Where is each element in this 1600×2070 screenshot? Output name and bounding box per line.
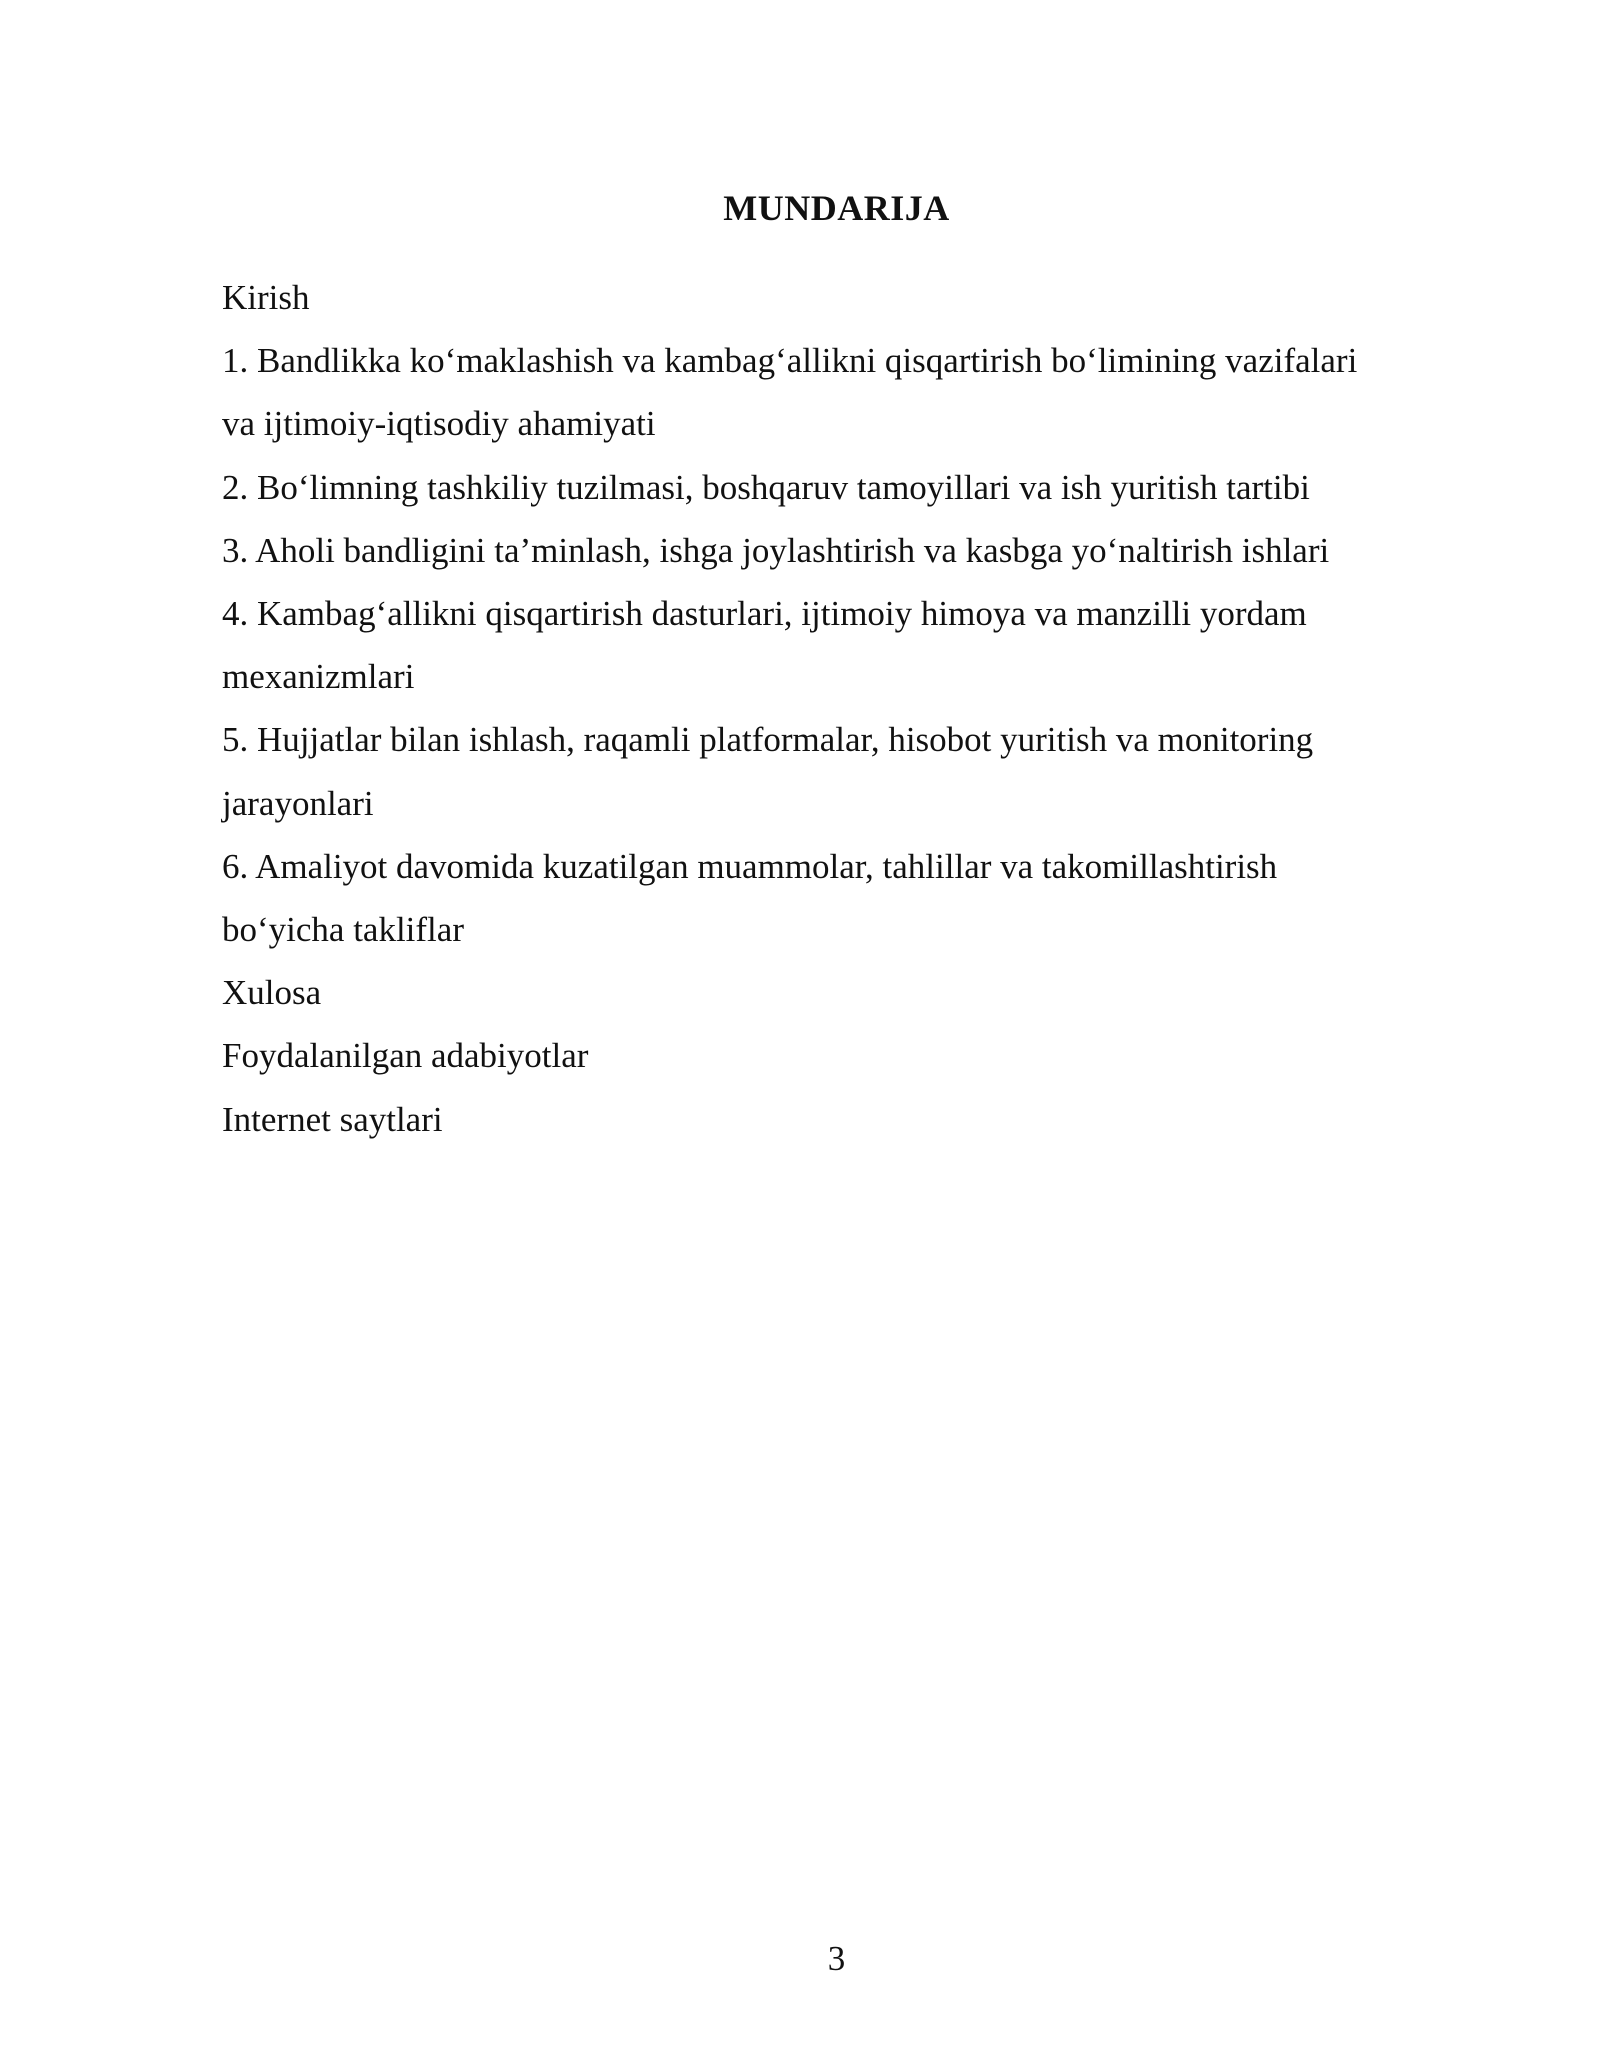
toc-line: 6. Amaliyot davomida kuzatilgan muammolar, tahlillar va takomillashtirish	[222, 846, 1278, 886]
table-of-contents	[222, 266, 1422, 1151]
toc-line: 2. Bo‘limning tashkiliy tuzilmasi, boshqaruv tamoyillari va ish yuritish tartibi	[222, 467, 1310, 507]
toc-line: bo‘yicha takliflar	[222, 910, 464, 950]
toc-line: Foydalanilgan adabiyotlar	[222, 1036, 589, 1076]
toc-line: 5. Hujjatlar bilan ishlash, raqamli platformalar, hisobot yuritish va monitoring	[222, 720, 1314, 760]
toc-line: va ijtimoiy-iqtisodiy ahamiyati	[222, 404, 656, 444]
toc-line: mexanizmlari	[222, 657, 415, 697]
toc-line: 4. Kambag‘allikni qisqartirish dasturlari, ijtimoiy himoya va manzilli yordam	[222, 594, 1307, 634]
toc-line: Internet saytlari	[222, 1099, 443, 1139]
toc-line: jarayonlari	[222, 783, 374, 823]
toc-line: 3. Aholi bandligini ta’minlash, ishga joylashtirish va kasbga yo‘naltirish ishlari	[222, 530, 1330, 570]
toc-line: 1. Bandlikka ko‘maklashish va kambag‘allikni qisqartirish bo‘limining vazifalari	[222, 341, 1358, 381]
toc-line: Xulosa	[222, 973, 322, 1013]
toc-line: Kirish	[222, 278, 310, 317]
page-number: 3	[827, 1939, 846, 1978]
page-title: MUNDARIJA	[723, 188, 950, 228]
